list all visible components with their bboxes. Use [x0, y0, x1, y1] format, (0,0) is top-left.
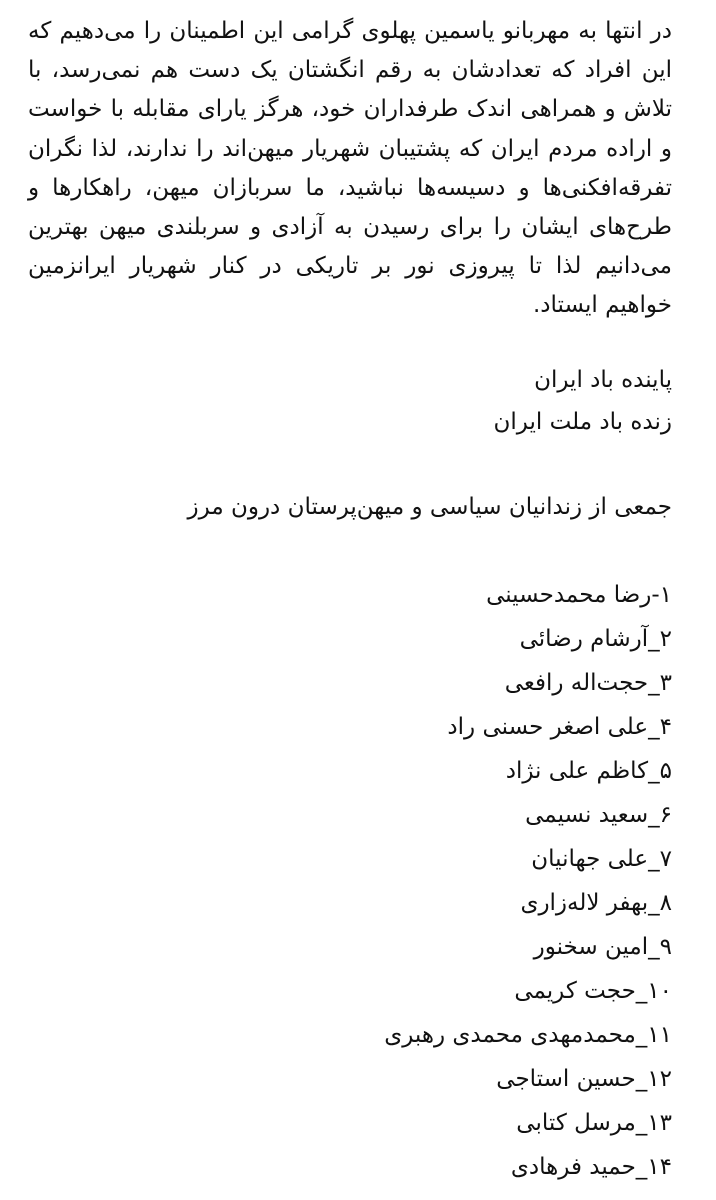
list-item: ۷_علی جهانیان [531, 845, 672, 872]
list-item: ۹_امین سخنور [533, 933, 672, 960]
list-item: ۶_سعید نسیمی [525, 801, 672, 828]
list-item: ۴_علی اصغر حسنی راد [447, 713, 672, 740]
list-item: ۱-رضا محمدحسینی [486, 581, 672, 608]
slogans [28, 359, 672, 443]
list-item: ۱۱_محمدمهدی محمدی رهبری [384, 1021, 672, 1048]
list-item: ۸_بهفر لاله‌زاری [520, 889, 672, 916]
list-item: ۵_کاظم علی نژاد [505, 757, 672, 784]
list-item: ۱۴_حمید فرهادی [510, 1153, 672, 1180]
signature-line: جمعی از زندانیان سیاسی و میهن‌پرستان درون مرز [187, 493, 672, 520]
list-item: ۱۳_مرسل کتابی [516, 1109, 672, 1136]
list-item: ۳_حجت‌اله رافعی [504, 669, 672, 696]
closing-paragraph: در انتها به مهربانو یاسمین پهلوی گرامی این اطمینان را می‌دهیم که این افراد که تعدادشان به رقم انگشتان یک دست هم نمی‌رسد، با تلاش و همراهی اندک طرفداران خود، هرگز یارای مقابله با خواست و اراده مردم ایران که پشتیبان شهریار میهن‌اند را ندارند، لذا نگران تفرقه‌افکنی‌ها و دسیسه‌ها نباشید، ما سربازان میهن، راهکارها و طرح‌های ایشان را برای رسیدن به آزادی و سربلندی میهن بهترین می‌دانیم لذا تا پیروزی نور بر تاریکی در کنار شهریار ایرانزمین خواهیم ایستاد. [28, 18, 672, 319]
list-item: ۲_آرشام رضائی [519, 625, 672, 652]
list-item: ۱۲_حسین استاجی [496, 1065, 672, 1092]
slogan-line: پاینده باد ایران [534, 366, 672, 393]
signatories-list [28, 573, 672, 1189]
list-item: ۱۰_حجت کریمی [514, 977, 672, 1004]
slogan-line: زنده باد ملت ایران [493, 408, 672, 435]
